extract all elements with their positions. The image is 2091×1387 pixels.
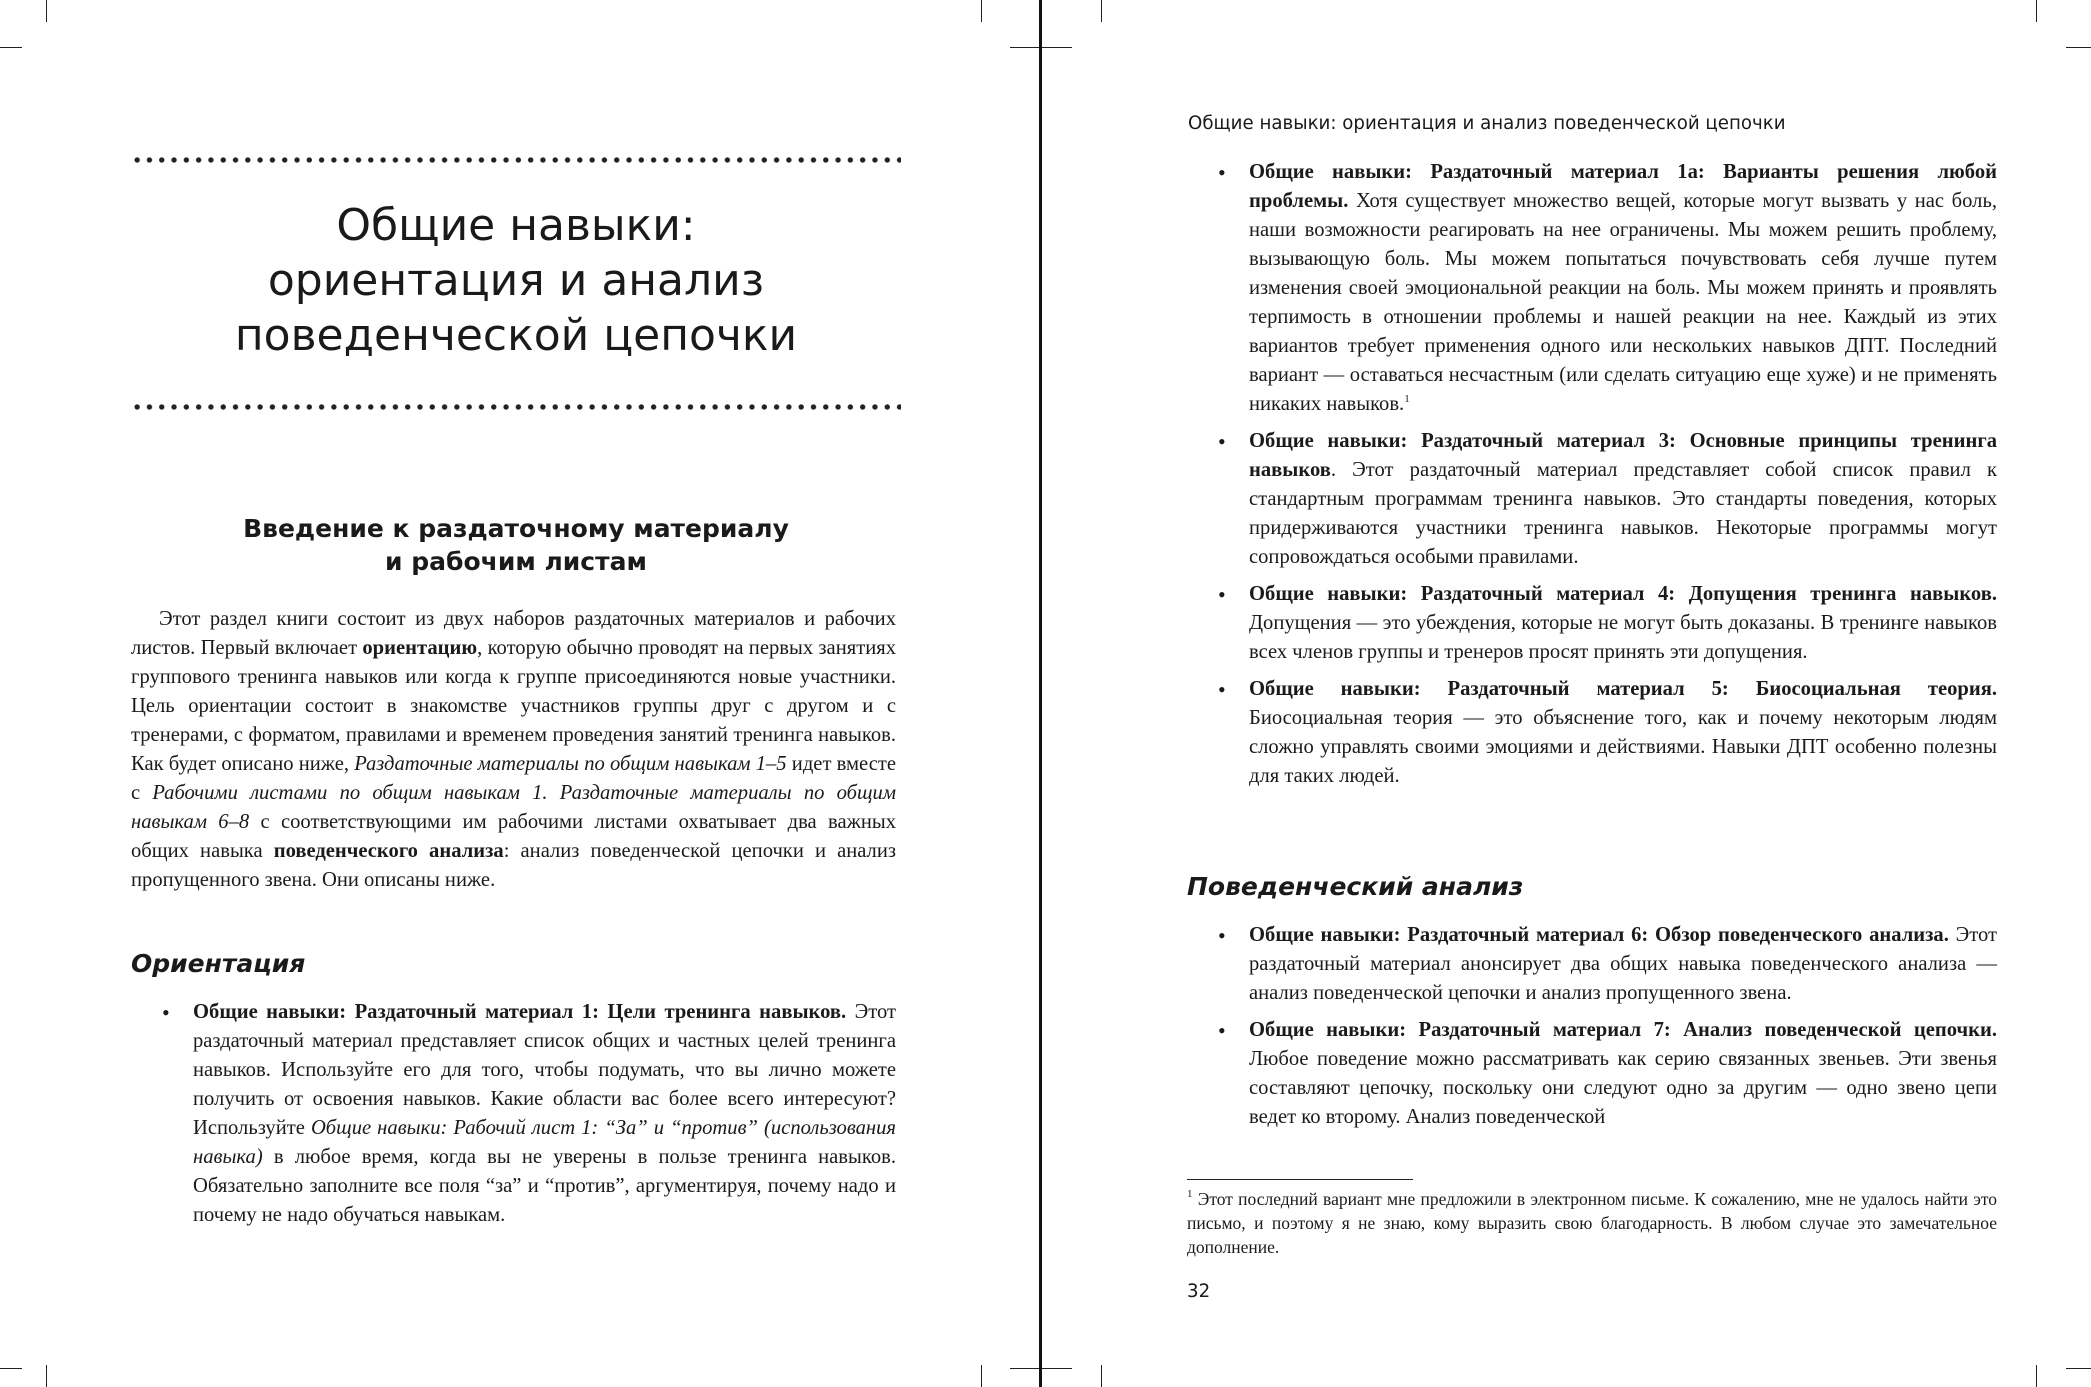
item-text: Этот раздаточный материал представляет список общих и частных целей тренинга навыков. Используйте его для того, чтобы подумать, что вы лично можете получить от освоения навыков. Какие области вас более всего интересуют? Используйте: [193, 1001, 896, 1139]
item-title: Общие навыки: Раздаточный материал 1: Цели тренинга навыков.: [193, 1001, 847, 1023]
text-run: с соответствующими им рабочими листами охватывает два важных общих навыка: [131, 811, 897, 862]
footnote-rule: [1187, 1179, 1413, 1180]
bold-term: ориентацию: [362, 637, 478, 659]
footnote: [1187, 1187, 1997, 1259]
item-text: в любое время, когда вы не уверены в пользе тренинга навыков. Обязательно заполните все поля “за” и “против”, аргументируя, почему надо и почему не надо обучаться навыкам.: [193, 1146, 896, 1226]
footnote-mark: 1: [1187, 1188, 1193, 1200]
item-title: Общие навыки: Раздаточный материал 5: Биосоциальная теория.: [1249, 678, 1997, 700]
intro-heading-line: Введение к раздаточному материалу: [243, 514, 789, 543]
list-item: [1249, 427, 1997, 572]
item-text: Допущения — это убеждения, которые не могут быть доказаны. В тренинге навыков всех членов группы и тренеров просят принять эти допущения.: [1249, 612, 1997, 663]
orientation-list-continued: [1249, 158, 1997, 791]
item-text: Любое поведение можно рассматривать как серию связанных звеньев. Эти звенья составляют цепочку, поскольку они следуют одно за другим — одно звено цепи ведет ко второму. Анализ поведенческой: [1249, 1048, 1997, 1128]
page-number: 32: [1187, 1281, 1211, 1302]
running-head: Общие навыки: ориентация и анализ поведенческой цепочки: [1188, 113, 1786, 134]
item-title: Общие навыки: Раздаточный материал 3: Основные принципы тренинга навыков: [1249, 430, 1997, 481]
italic-reference: Общие навыки: Рабочий лист 1: “За” и “против” (использования навыка): [193, 1117, 896, 1168]
chapter-title-line: Общие навыки:: [336, 200, 696, 251]
intro-heading-line: и рабочим листам: [385, 547, 647, 576]
list-item: [1249, 921, 1997, 1008]
right-page: [1044, 0, 2091, 1387]
list-item: [1249, 158, 1997, 419]
orientation-heading: Ориентация: [131, 949, 306, 978]
behavior-analysis-list: [1249, 921, 1997, 1132]
chapter-title: [131, 198, 901, 363]
text-run: : анализ поведенческой цепочки и анализ пропущенного звена. Они описаны ниже.: [131, 840, 896, 891]
item-text: Этот раздаточный материал анонсирует два общих навыка поведенческого анализа — анализ поведенческой цепочки и анализ пропущенного звена.: [1249, 924, 1998, 1004]
dotted-rule-bottom: [131, 404, 901, 410]
item-text: . Этот раздаточный материал представляет собой список правил к стандартным программам тренинга навыков. Это стандарты поведения, которых придерживаются участники тренинга навыков. Некоторые программы могут сопровождаться особыми правилами.: [1249, 459, 1997, 568]
intro-heading: [131, 512, 901, 578]
item-title: Общие навыки: Раздаточный материал 6: Обзор поведенческого анализа.: [1249, 924, 1949, 946]
dotted-rule-top: [131, 157, 901, 163]
text-run: , которую обычно проводят на первых занятиях группового тренинга навыков или когда к группе присоединяются новые участники. Цель ориентации состоит в знакомстве участников группы друг с другом и с тренерами, с форматом, правилами и временем проведения занятий тренинга навыков. Как будет описано ниже,: [131, 637, 896, 775]
italic-reference: Раздаточные материалы по общим навыкам 1–5: [354, 753, 787, 775]
chapter-title-line: поведенческой цепочки: [234, 310, 798, 361]
item-text: Биосоциальная теория — это объяснение того, как и почему некоторым людям сложно управлять своими эмоциями и действиями. Навыки ДПТ особенно полезны для таких людей.: [1249, 707, 1997, 787]
list-item: [1249, 1016, 1997, 1132]
chapter-title-line: ориентация и анализ: [267, 255, 765, 306]
behavior-analysis-heading: Поведенческий анализ: [1187, 872, 1524, 901]
item-title: Общие навыки: Раздаточный материал 7: Анализ поведенческой цепочки.: [1249, 1019, 1997, 1041]
text-run: идет вместе с: [131, 753, 896, 804]
left-page: [0, 0, 1040, 1387]
list-item: [1249, 675, 1997, 791]
footnote-text: Этот последний вариант мне предложили в электронном письме. К сожалению, мне не удалось найти это письмо, и поэтому я не знаю, кому выразить свою благодарность. В любом случае это замечательное дополнение.: [1187, 1189, 1997, 1257]
intro-paragraph: [131, 605, 896, 895]
footnote-reference[interactable]: 1: [1404, 393, 1410, 405]
list-item: [193, 998, 896, 1230]
item-text: Хотя существует множество вещей, которые могут вызвать у нас боль, наши возможности реагировать на нее ограничены. Мы можем решить проблему, вызывающую боль. Мы можем попытаться почувствовать себя лучше путем изменения своей эмоциональной реакции на боль. Мы можем принять и проявлять терпимость в отношении проблемы и нашей реакции на нее. Каждый из этих вариантов требует применения одного или нескольких навыков ДПТ. Последний вариант — оставаться несчастным (или сделать ситуацию еще хуже) и не применять никаких навыков.: [1249, 190, 1997, 415]
item-title: Общие навыки: Раздаточный материал 4: Допущения тренинга навыков.: [1249, 583, 1997, 605]
item-title: Общие навыки: Раздаточный материал 1а: Варианты решения любой проблемы.: [1249, 161, 1997, 212]
orientation-list: [193, 998, 896, 1230]
text-run: Этот раздел книги состоит из двух наборов раздаточных материалов и рабочих листов. Первый включает: [131, 608, 896, 659]
list-item: [1249, 580, 1997, 667]
italic-reference: Рабочими листами по общим навыкам 1. Раздаточные материалы по общим навыкам 6–8: [131, 782, 896, 833]
bold-term: поведенческого анализа: [273, 840, 504, 862]
